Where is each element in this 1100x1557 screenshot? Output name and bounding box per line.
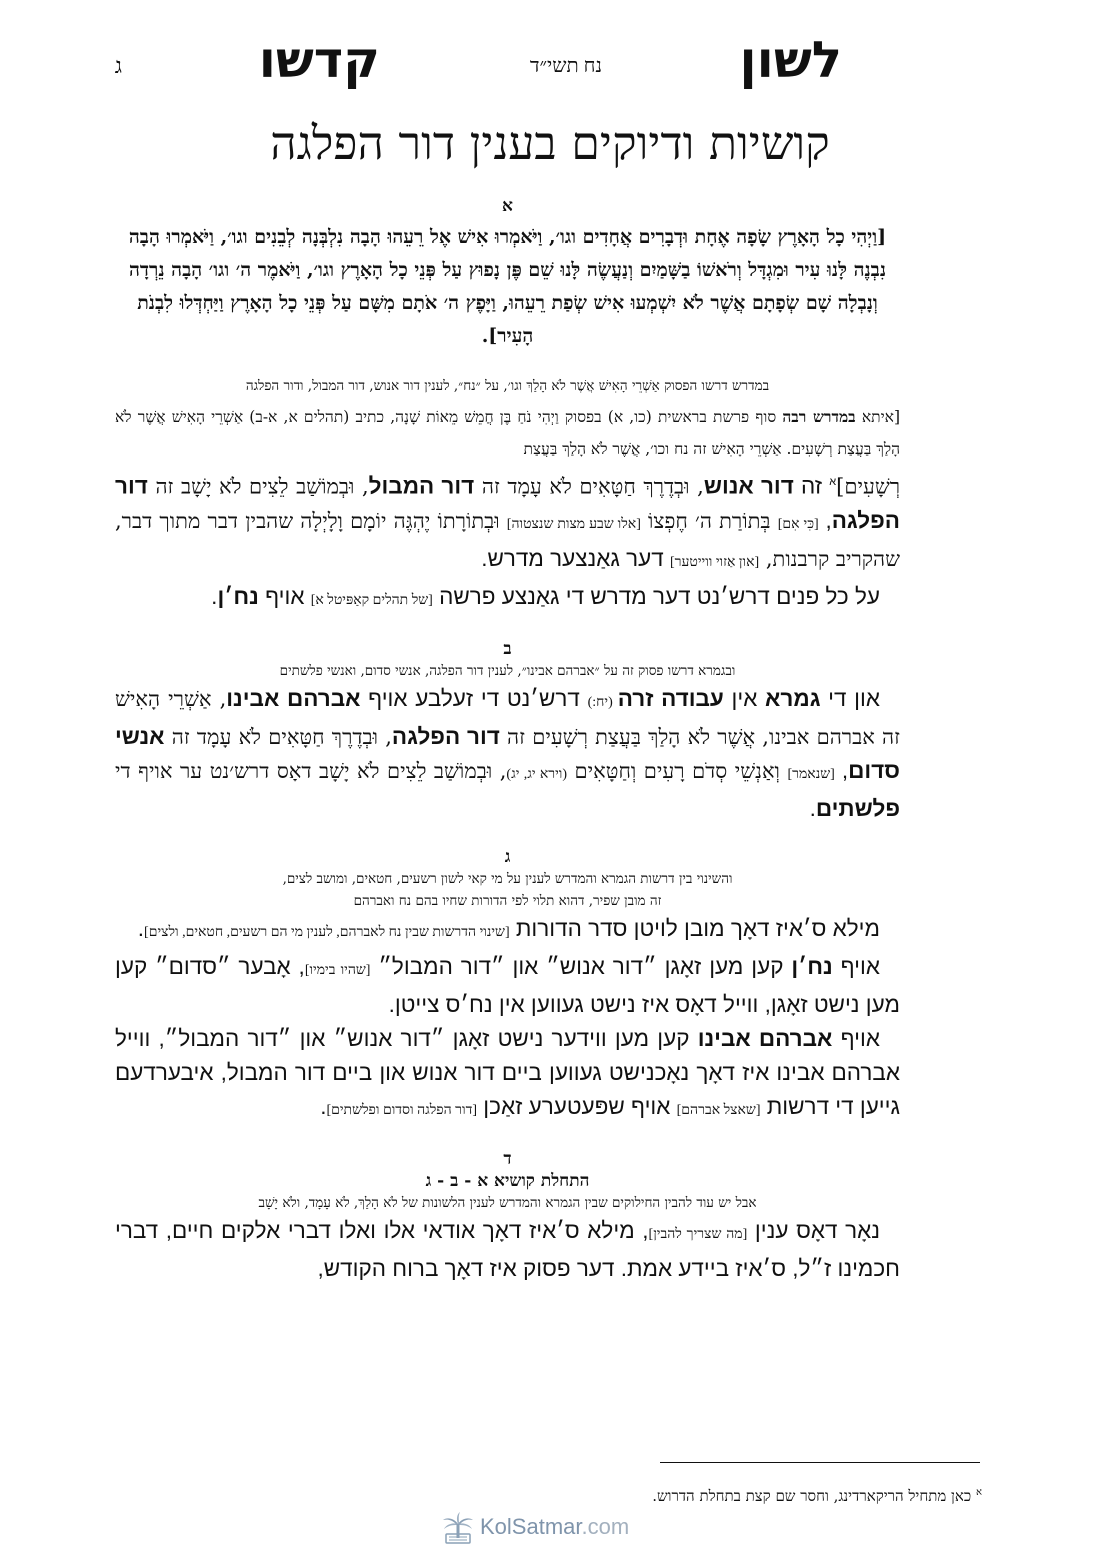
section-c-paragraph-3 xyxy=(115,1022,900,1128)
footnote xyxy=(652,1482,982,1507)
bold-run: נח׳ן xyxy=(217,583,259,609)
text-run: בְּתוֹרַת ה׳ חֶפְצוֹ xyxy=(640,508,778,533)
logo-name: KolSatmar xyxy=(480,1514,582,1539)
site-logo[interactable] xyxy=(440,1510,660,1546)
text-run: . xyxy=(211,583,218,609)
header-word-left: קדשו xyxy=(258,31,380,89)
text-run: , אָבער ״סדום״ קען מען נישט זאָגן, ווייל דאָס איז נישט געווען אין נח׳ס צייטן. xyxy=(115,953,900,1017)
header-word-right: לשון xyxy=(739,31,842,89)
text-run: , וּבְדֶרֶךְ חַטָּאִים לֹא עָמָד זה xyxy=(474,474,704,499)
logo-domain: .com xyxy=(581,1514,630,1539)
section-c-paragraph-1 xyxy=(115,912,900,950)
text-run: . xyxy=(137,915,145,941)
bracket-note: [כִּי אִם] xyxy=(777,516,819,532)
bracket-note: [שנאמר] xyxy=(787,766,835,782)
source-note: (וירא יג, יג) xyxy=(506,766,568,782)
section-b-paragraph xyxy=(115,682,900,826)
bracket-note: [אלו שבע מצות שנצטוה] xyxy=(506,516,641,532)
text-run: על כל פנים דרש׳נט דער מדרש די גאַנצע פרשה xyxy=(432,583,880,609)
text-run: , וּבְמוֹשַׁב לֵצִים לֹא יָשָׁב זה xyxy=(147,474,369,499)
section-letter-a: א xyxy=(502,196,513,216)
bracket-note: [און אַזוי ווייטער] xyxy=(669,554,760,570)
text-run: [איתא xyxy=(855,408,900,426)
bracket-note: [של תהלים קאַפּיטל א] xyxy=(310,592,433,608)
text-run: , מילא ס׳איז דאָך אודאי אלו ואלו דברי אלקים חיים, דברי חכמינו ז״ל, ס׳איז ביידע אמת. דער פסוק איז דאָך ברוח הקודש, xyxy=(115,1217,900,1281)
text-run: וּבְתוֹרָתוֹ יֶהְגֶּה יוֹמָם וָלָיְלָה שהבין דבר מתוך דבר, שהקריב קרבנות, xyxy=(115,508,900,571)
text-run: , וּבְמוֹשַׁב לֵצִים לֹא יָשָׁב דאָס דרש׳נט ער אויף די xyxy=(115,758,507,783)
footnote-marker: א xyxy=(829,476,837,488)
text-run: נאָר דאָס ענין xyxy=(747,1217,880,1243)
bold-run: פלשתים xyxy=(815,795,900,821)
verse-block: [וַיְהִי כָל הָאָרֶץ שָׂפָה אֶחָת וּדְבָרִים אֲחָדִים וגו׳, וַיֹּאמְרוּ אִישׁ אֶל רֵעֵהוּ הָבָה נִלְבְּנָה לְבֵנִים וגו׳, וַיֹּאמְרוּ הָבָה נִבְנֶה לָּנוּ עִיר וּמִגְדָּל וְרֹאשׁוֹ בַשָּׁמַיִם וְנַעֲשֶׂה לָּנוּ שֵׁם פֶּן נָפוּץ עַל פְּנֵי כָל הָאָרֶץ וגו׳, וַיֹּאמֶר ה׳ וגו׳ הָבָה נֵרְדָה וְנָבְלָה שָׁם שְׂפָתָם אֲשֶׁר לֹא יִשְׁמְעוּ אִישׁ שְׂפַת רֵעֵהוּ, וַיָּפֶץ ה׳ אֹתָם מִשָּׁם עַל פְּנֵי כָל הָאָרֶץ וַיַּחְדְּלוּ לִבְנֹת הָעִיר]. xyxy=(128,226,887,347)
text-run: דער גאַנצער מדרש. xyxy=(481,545,670,571)
text-run: סוף פרשת בראשית (כו, א) בפסוק וַיְהִי נֹחַ בֶּן חֲמֵשׁ מֵאוֹת שָׁנָה, כתיב (תהלים א, א-ב) אַשְׁרֵי הָאִישׁ אֲשֶׁר לֹא הָלַךְ בַּעֲצַת רְשָׁעִים. אַשְׁרֵי הָאִישׁ זה נח וכו׳, אֲשֶׁר לֹא הָלַךְ בַּעֲצַת xyxy=(115,408,900,458)
bold-run: דור אנוש xyxy=(703,473,794,499)
text-run: אין xyxy=(723,685,766,711)
section-c-subhead-2: זה מובן שפיר, דהוא תלוי לפי הדורות שחיו בהם נח ואברהם xyxy=(353,892,662,909)
bold-run: נח׳ן xyxy=(791,953,833,979)
palm-tree-icon xyxy=(440,1510,476,1546)
text-run: , xyxy=(834,757,849,783)
header-parsha: נח תשי״ד xyxy=(529,55,602,77)
bracket-note: [דור הפלגה וסדום ופלשתים] xyxy=(326,1102,478,1118)
footnote-divider xyxy=(660,1462,980,1463)
bracket-note: [שינוי הדרשות שבין נח לאברהם, לענין מי הם רשעים, חטאים, ולצים] xyxy=(144,924,510,940)
bold-run: במדרש רבה xyxy=(782,407,856,426)
source-note: (יח:) xyxy=(587,694,618,710)
text-run: וְאַנְשֵׁי סְדֹם רָעִים וְחַטָּאִים xyxy=(567,758,788,783)
bold-run: דור הפלגה xyxy=(115,473,900,533)
text-run: אויף xyxy=(832,1025,880,1051)
logo-text xyxy=(480,1514,629,1540)
bracket-note: [מה שצריך להבין] xyxy=(648,1226,748,1242)
section-d-subhead: אבל יש עוד להבין החילוקים שבין הגמרא והמדרש לענין הלשונות של לֹא הָלַךְ, לֹא עָמָד, ולֹא יָשָׁב xyxy=(258,1194,757,1211)
text-run: . xyxy=(809,795,816,821)
body-text xyxy=(115,195,900,1286)
bold-run: אנשי סדום xyxy=(115,723,900,783)
text-run: אויף xyxy=(258,583,311,609)
page-title: קושיות ודיוקים בענין דור הפלגה xyxy=(270,116,830,170)
text-run: . xyxy=(320,1093,327,1119)
text-run: רְשָׁעִים] xyxy=(836,474,901,499)
section-d-paragraph xyxy=(115,1214,900,1286)
section-a-conclusion xyxy=(115,580,900,618)
section-b-subhead: ובגמרא דרשו פסוק זה על ״אברהם אבינו״, לענין דור הפלגה, אנשי סדום, ואנשי פלשתים xyxy=(279,662,736,679)
text-run: מילא ס׳איז דאָך מובן לויטן סדר הדורות xyxy=(509,915,880,941)
page-number: ג xyxy=(114,53,122,78)
text-run: דרש׳נט די זעלבע אויף xyxy=(360,685,588,711)
bold-run: עבודה זרה xyxy=(617,685,724,711)
text-run: קען מען ווידער נישט זאָגן ״דור אנוש״ און ״דור המבול״, ווייל אברהם אבינו איז דאָך נאָכנישט געווען ביים דור אנוש און ביים דור המבול, איבערדעם גייען די דרשות xyxy=(115,1025,900,1119)
bracket-note: [שהיו בימיו] xyxy=(304,962,371,978)
section-letter-c: ג xyxy=(504,846,511,867)
section-c-paragraph-2 xyxy=(115,950,900,1022)
bold-run: דור המבול xyxy=(368,473,475,499)
bold-run: אברהם אבינו xyxy=(226,685,361,711)
bold-run: דור הפלגה xyxy=(391,723,500,749)
text-run: זה xyxy=(793,473,830,499)
text-run: קען מען זאָגן ״דור אנוש״ און ״דור המבול״ xyxy=(370,953,792,979)
text-run: , וּבְדֶרֶךְ חַטָּאִים לֹא עָמָד זה xyxy=(164,724,392,749)
text-run: אויף xyxy=(832,953,880,979)
section-letter-b: ב xyxy=(503,638,512,659)
section-c-subhead-1: והשינוי בין דרשות הגמרא והמדרש לענין על מי קאי לשון רשעים, חטאים, ומושב לצים, xyxy=(282,870,733,887)
section-a-subhead: במדרש דרשו הפסוק אַשְׁרֵי הָאִישׁ אֲשֶׁר לֹא הָלַךְ וגו׳, על ״נח״, לענין דור אנוש, דור המבול, ודור הפלגה xyxy=(245,378,770,394)
midrash-paragraph xyxy=(115,401,900,465)
text-run: , xyxy=(818,507,832,533)
text-run: , אַשְׁרֵי הָאִישׁ זה אברהם אבינו, אֲשֶׁר לֹא הָלַךְ בַּעֲצַת רְשָׁעִים זה xyxy=(115,686,900,749)
section-letter-d: ד xyxy=(503,1148,512,1169)
bold-run: אברהם אבינו xyxy=(697,1025,833,1051)
section-a-paragraph xyxy=(115,465,900,580)
footnote-text: כאן מתחיל הריקארדינג, וחסר שם קצת בתחלת הדרוש. xyxy=(652,1487,976,1505)
page-header xyxy=(0,30,1100,100)
bracket-note: [שאצל אברהם] xyxy=(676,1102,761,1118)
bold-run: גמרא xyxy=(765,685,821,711)
text-run: אויף שפּעטערע זאַכן xyxy=(477,1093,677,1119)
section-d-title: התחלת קושיא א - ב - ג xyxy=(425,1170,590,1191)
footnote-marker: א xyxy=(975,1487,982,1498)
text-run: און די xyxy=(820,685,881,711)
